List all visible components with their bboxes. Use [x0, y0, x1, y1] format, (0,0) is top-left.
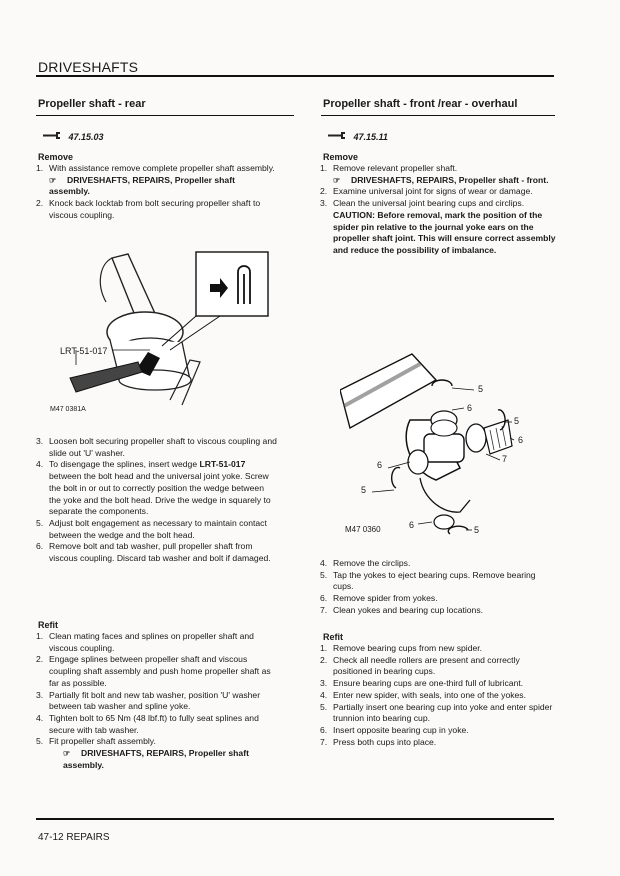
- list-item: 4. Enter new spider, with seals, into one of the yokes.: [320, 689, 526, 700]
- list-item: 3. Loosen bolt securing propeller shaft to viscous coupling and slide out 'U' washer.: [36, 436, 277, 458]
- left-remove-list-cont: [28, 436, 278, 565]
- list-item: 1. Clean mating faces and splines on propeller shaft and viscous coupling.: [36, 631, 254, 653]
- callout-label: 5: [514, 416, 520, 426]
- list-item: 2. Check all needle rollers are present and correctly positioned in bearing cups.: [320, 654, 520, 677]
- right-refit-heading: Refit: [323, 632, 343, 642]
- callout-label: 6: [467, 403, 473, 413]
- right-remove-heading: Remove: [323, 152, 359, 162]
- list-item: 2. Knock back locktab from bolt securing propeller shaft to viscous coupling.: [36, 198, 261, 220]
- list-item: 6. Remove spider from yokes.: [320, 593, 438, 604]
- left-ref-number: 47.15.03: [68, 132, 104, 142]
- left-ref-row: [41, 127, 104, 145]
- right-section-title: Propeller shaft - front /rear - overhaul: [323, 98, 518, 110]
- list-item: 5. Partially insert one bearing cup into yoke and enter spider trunnion into bearing cup.: [320, 701, 553, 724]
- page-footer: 47-12 REPAIRS: [38, 832, 110, 843]
- list-item: 3. Ensure bearing cups are one-third full of lubricant.: [320, 678, 524, 689]
- cross-reference: ☞ DRIVESHAFTS, REPAIRS, Propeller shaft assembly.: [49, 174, 235, 197]
- spanner-icon: [326, 131, 346, 140]
- header-rule: [36, 75, 554, 77]
- universal-joint-figure: [340, 350, 555, 550]
- figure-code: M47 0360: [345, 525, 381, 534]
- footer-rule: [36, 818, 554, 820]
- left-refit-list: [28, 631, 278, 771]
- list-item: 5. Fit propeller shaft assembly. ☞ DRIVESHAFTS, REPAIRS, Propeller shaft assembly.: [28, 736, 278, 771]
- list-item: 1. Remove bearing cups from new spider.: [320, 643, 483, 653]
- list-item: 1. With assistance remove complete propeller shaft assembly. ☞ DRIVESHAFTS, REPAIRS, Propeller shaft assembly.: [28, 163, 278, 198]
- spanner-icon: [41, 131, 61, 140]
- left-section-title: Propeller shaft - rear: [38, 98, 146, 110]
- list-item: 7. Clean yokes and bearing cup locations.: [320, 604, 484, 615]
- caution-note: CAUTION: Before removal, mark the position of the spider pin relative to the journal yoke ears on the propeller shaft joint. This will ensure correct assembly and reduce the possibility of imbalance.: [333, 209, 556, 255]
- list-item: 4. Remove the circlips.: [320, 558, 411, 568]
- list-item: 6. Remove bolt and tab washer, pull propeller shaft from viscous coupling. Discard tab washer and bolt if damaged.: [36, 541, 271, 564]
- callout-label: 5: [478, 384, 484, 394]
- list-item: 3. Clean the universal joint bearing cups and circlips. CAUTION: Before removal, mark the position of the spider pin relative to the journal yoke ears on the propeller shaft joint. This will ensure correct assembly and reduce the possibility of imbalance.: [312, 198, 558, 257]
- list-item: 2. Examine universal joint for signs of wear or damage.: [320, 186, 533, 197]
- left-remove-heading: Remove: [38, 152, 74, 162]
- callout-label: 6: [377, 460, 383, 470]
- reference-book-icon: ☞: [49, 175, 57, 185]
- list-item: 6. Insert opposite bearing cup in yoke.: [320, 724, 469, 735]
- right-remove-list: [312, 163, 558, 257]
- callout-label: 5: [474, 525, 480, 535]
- left-remove-list: [28, 163, 278, 222]
- list-item: 4. To disengage the splines, insert wedge LRT-51-017 between the bolt head and the universal joint yoke. Screw the bolt in or out to correctly position the wedge between the yoke and the bolt head. Drive the wedge in squarely to separate the components.: [36, 459, 271, 517]
- right-refit-list: [312, 643, 558, 748]
- right-section-rule: [321, 115, 555, 116]
- tool-label: LRT-51-017: [60, 346, 108, 356]
- list-item: 7. Press both cups into place.: [320, 736, 437, 747]
- list-item: 2. Engage splines between propeller shaft and viscous coupling shaft assembly and push home propeller shaft as far as possible.: [36, 654, 271, 688]
- callout-label: 7: [502, 454, 508, 464]
- callout-label: 6: [409, 520, 415, 530]
- figure-code: M47 0381A: [50, 406, 86, 413]
- right-ref-row: [326, 127, 388, 145]
- callout-label: 5: [361, 485, 367, 495]
- page-title: DRIVESHAFTS: [38, 59, 139, 75]
- left-refit-heading: Refit: [38, 620, 58, 630]
- reference-book-icon: ☞: [63, 749, 71, 759]
- propeller-shaft-wedge-figure: [50, 250, 290, 420]
- list-item: 1. Remove relevant propeller shaft. ☞ DRIVESHAFTS, REPAIRS, Propeller shaft - front.: [312, 163, 558, 186]
- callout-label: 6: [518, 435, 524, 445]
- list-item: 5. Adjust bolt engagement as necessary to maintain contact between the wedge and the bolt head.: [36, 517, 267, 540]
- cross-reference: ☞ DRIVESHAFTS, REPAIRS, Propeller shaft assembly.: [63, 748, 249, 770]
- list-item: 3. Partially fit bolt and new tab washer, position 'U' washer between tab washer and spline yoke.: [36, 689, 261, 712]
- list-item: 5. Tap the yokes to eject bearing cups. Remove bearing cups.: [320, 569, 536, 592]
- left-section-rule: [36, 115, 294, 116]
- right-remove-list-cont: [312, 558, 558, 617]
- right-ref-number: 47.15.11: [353, 132, 388, 142]
- reference-book-icon: ☞: [333, 175, 341, 185]
- cross-reference: ☞ DRIVESHAFTS, REPAIRS, Propeller shaft - front.: [333, 174, 549, 185]
- list-item: 4. Tighten bolt to 65 Nm (48 lbf.ft) to fully seat splines and secure with tab washer.: [36, 712, 259, 735]
